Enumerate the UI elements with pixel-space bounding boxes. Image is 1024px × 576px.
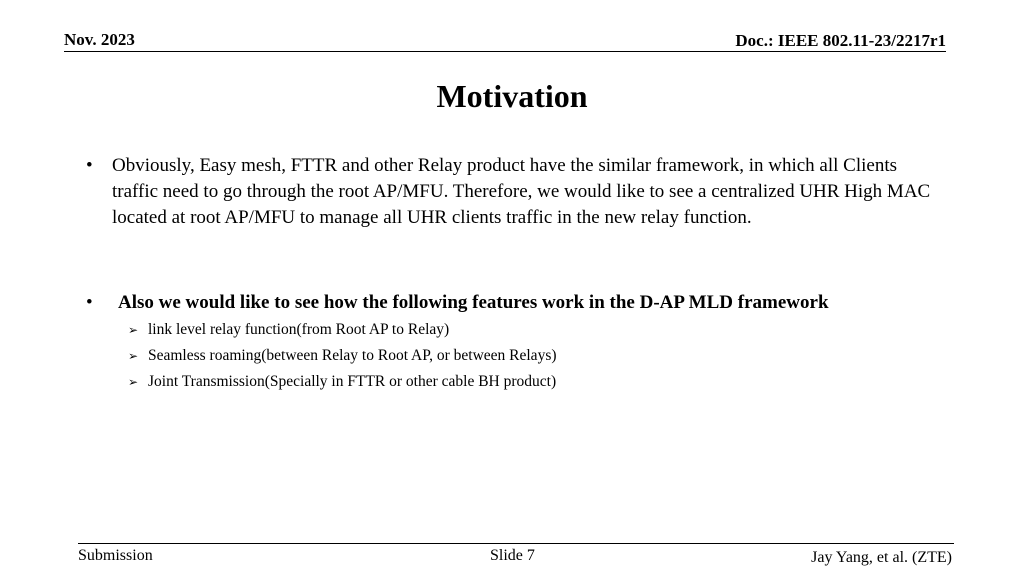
bullet-marker: • bbox=[86, 292, 93, 313]
footer-submission: Submission bbox=[78, 547, 153, 564]
sub-bullet-item-1 bbox=[128, 320, 449, 340]
header-date: Nov. 2023 bbox=[64, 30, 135, 49]
bullet-text: Also we would like to see how the following features work in the D-AP MLD framework bbox=[118, 292, 829, 313]
bullet-text: Obviously, Easy mesh, FTTR and other Relay product have the similar framework, in which all Clients traffic need to go through the root AP/MFU. Therefore, we would like to see a centralized UHR High MAC located at root AP/MFU to manage all UHR clients traffic in the new relay function. bbox=[112, 155, 931, 228]
header-divider bbox=[64, 51, 946, 52]
bullet-marker: • bbox=[86, 155, 93, 176]
arrow-bullet-icon: ➢ bbox=[128, 375, 139, 389]
footer-slide-number: Slide 7 bbox=[490, 547, 535, 564]
bullet-item-2 bbox=[86, 290, 956, 316]
slide-title: Motivation bbox=[436, 78, 588, 114]
arrow-bullet-icon: ➢ bbox=[128, 349, 139, 363]
sub-bullet-text: Joint Transmission(Specially in FTTR or other cable BH product) bbox=[148, 373, 557, 390]
sub-bullet-text: link level relay function(from Root AP to Relay) bbox=[148, 321, 450, 338]
footer-authors: Jay Yang, et al. (ZTE) bbox=[811, 549, 952, 566]
arrow-bullet-icon: ➢ bbox=[128, 323, 139, 337]
sub-bullet-item-2 bbox=[128, 346, 557, 366]
footer-divider bbox=[78, 543, 954, 544]
sub-bullet-item-3 bbox=[128, 372, 556, 392]
bullet-item-1 bbox=[86, 153, 946, 231]
header-doc-number: Doc.: IEEE 802.11-23/2217r1 bbox=[735, 31, 946, 50]
sub-bullet-text: Seamless roaming(between Relay to Root AP, or between Relays) bbox=[148, 347, 557, 364]
